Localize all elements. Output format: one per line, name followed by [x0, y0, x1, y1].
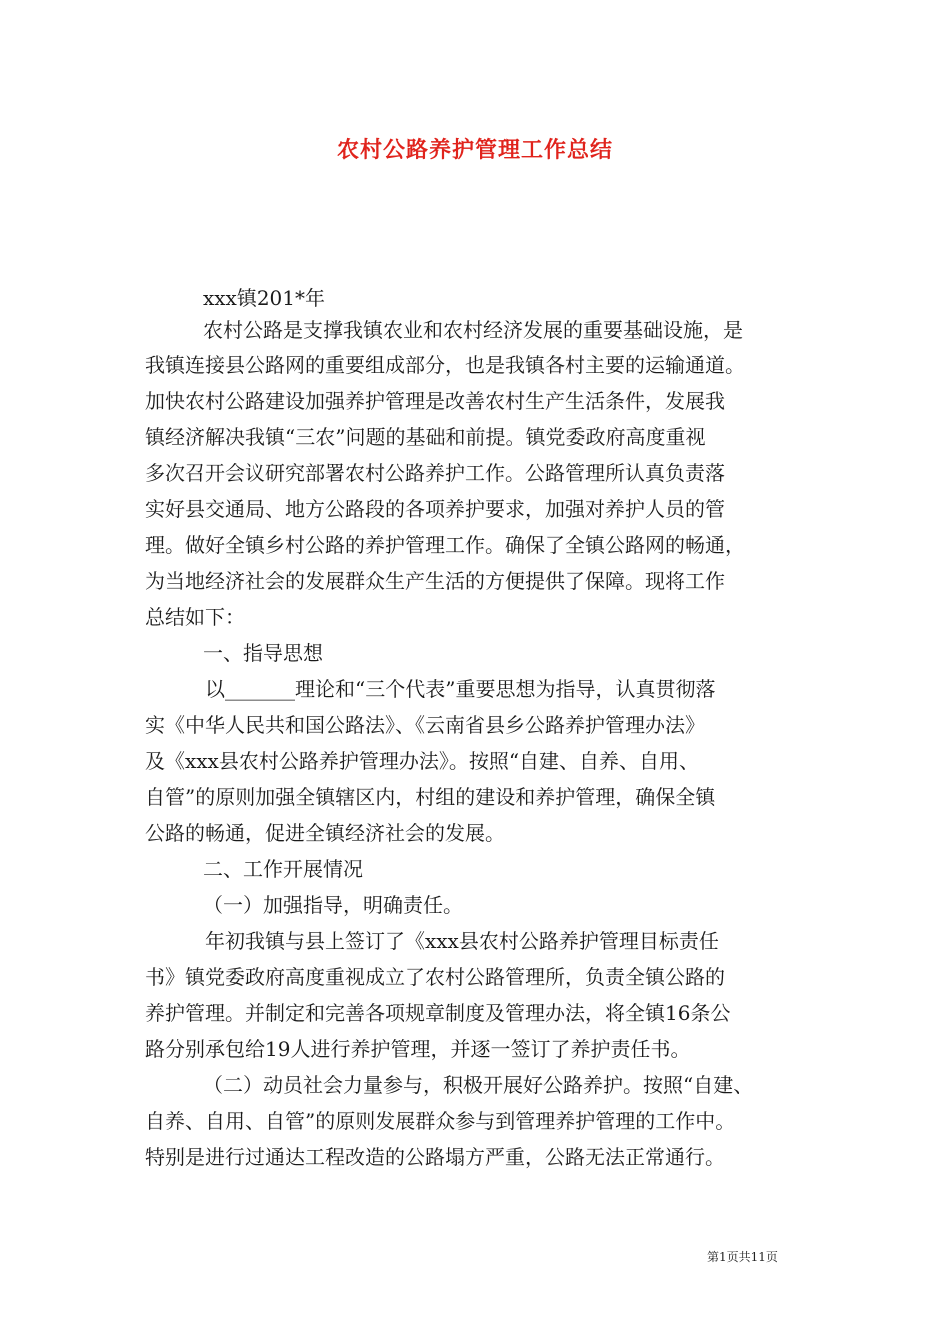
text-line: 总结如下：	[145, 605, 245, 629]
text-line: 实好县交通局、地方公路段的各项养护要求，加强对养护人员的管	[145, 497, 725, 521]
text-line: 自管”的原则加强全镇辖区内，村组的建设和养护管理，确保全镇	[145, 785, 716, 809]
subsection-heading: （一）加强指导，明确责任。	[203, 893, 463, 917]
text-line: 我镇连接县公路网的重要组成部分，也是我镇各村主要的运输通道。	[145, 353, 745, 377]
text-line: 年初我镇与县上签订了《xxx县农村公路养护管理目标责任	[205, 929, 719, 953]
page-number-footer: 第1页共11页	[707, 1250, 778, 1264]
text-line: xxx镇201*年	[203, 286, 326, 310]
text-line: 特别是进行过通达工程改造的公路塌方严重，公路无法正常通行。	[145, 1145, 725, 1169]
text-line: 加快农村公路建设加强养护管理是改善农村生产生活条件，发展我	[145, 389, 725, 413]
text-line: 以_______理论和“三个代表”重要思想为指导，认真贯彻落	[205, 677, 716, 701]
text-line: 养护管理。并制定和完善各项规章制度及管理办法，将全镇16条公	[145, 1001, 731, 1025]
text-line: 镇经济解决我镇“三农”问题的基础和前提。镇党委政府高度重视	[145, 425, 706, 449]
text-line: 实《中华人民共和国公路法》、《云南省县乡公路养护管理办法》	[145, 713, 705, 737]
text-line: 及《xxx县农村公路养护管理办法》。按照“自建、自养、自用、	[145, 749, 700, 773]
text-line: 为当地经济社会的发展群众生产生活的方便提供了保障。现将工作	[145, 569, 725, 593]
text-line: 农村公路是支撑我镇农业和农村经济发展的重要基础设施，是	[203, 318, 743, 342]
text-line: 公路的畅通，促进全镇经济社会的发展。	[145, 821, 505, 845]
section-heading: 一、指导思想	[203, 641, 323, 665]
text-line: （二）动员社会力量参与，积极开展好公路养护。按照“自建、	[203, 1073, 754, 1097]
text-line: 路分别承包给19人进行养护管理，并逐一签订了养护责任书。	[145, 1037, 691, 1061]
section-heading: 二、工作开展情况	[203, 857, 363, 881]
text-line: 理。做好全镇乡村公路的养护管理工作。确保了全镇公路网的畅通，	[145, 533, 745, 557]
text-line: 多次召开会议研究部署农村公路养护工作。公路管理所认真负责落	[145, 461, 725, 485]
text-line: 书》镇党委政府高度重视成立了农村公路管理所，负责全镇公路的	[145, 965, 725, 989]
document-title: 农村公路养护管理工作总结	[336, 137, 613, 163]
text-line: 自养、自用、自管”的原则发展群众参与到管理养护管理的工作中。	[145, 1109, 736, 1133]
